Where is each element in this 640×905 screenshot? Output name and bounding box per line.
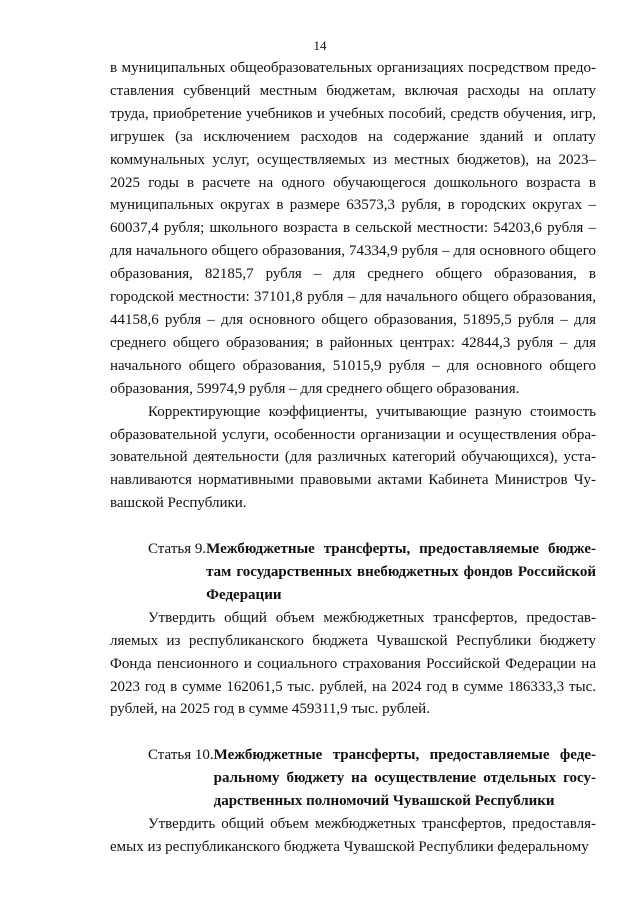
- article-9-title: Межбюджетные трансферты, предоставляемые бюджетам государственных внебюджетных фондов Российской Федерации: [206, 541, 596, 603]
- article-10-title: Межбюджетные трансферты, предоставляемые федеральному бюджету на осуществление отдельных государственных полномочий Чувашской Республики: [213, 747, 596, 810]
- paragraph-coefficients: Корректирующие коэффициенты, учитывающие разную стоимость образовательной услуги, особенности организации и осуществления образовательной деятельности (для различных категорий обучающихся), устанавливаются нормативными правовыми актами Кабинета Министров Чувашской Республики.: [110, 403, 596, 512]
- document-body: [110, 57, 596, 859]
- article-9-heading: [110, 538, 596, 607]
- page-number: 14: [313, 38, 327, 53]
- article-9-label: Статья 9.: [148, 541, 207, 558]
- article-10-label: Статья 10.: [148, 747, 214, 764]
- article-10-heading: [110, 744, 596, 813]
- paragraph-continuation: в муниципальных общеобразовательных организациях посредством предоставления субвенций местным бюджетам, включая расходы на оплату труда, приобретение учебников и учебных пособий, средств обучения, игр, игрушек (за исключением расходов на содержание зданий и оплату коммунальных услуг, осуществляемых из местных бюджетов), на 2023–2025 годы в расчете на одного обучающегося дошкольного возраста в муниципальных округах в размере 63573,3 рубля, в городских округах – 60037,4 рубля; школьного возраста в сельской местности: 54203,6 рубля – для начального общего образования, 74334,9 рубля – для основного общего образования, 82185,7 рубля – для среднего общего образования, в городской местности: 37101,8 рубля – для начального общего образования, 44158,6 рубля – для основного общего образования, 51895,5 рубля – для среднего общего образования; в районных центрах: 42844,3 рубля – для начального общего образования, 51015,9 рубля – для основного общего образования, 59974,9 рубля – для среднего общего образования.: [110, 60, 596, 397]
- article-9-text: Утвердить общий объем межбюджетных трансфертов, предоставляемых из республиканского бюджета Чувашской Республики бюджету Фонда пенсионного и социального страхования Российской Федерации на 2023 год в сумме 162061,5 тыс. рублей, на 2024 год в сумме 186333,3 тыс. рублей, на 2025 год в сумме 459311,9 тыс. рублей.: [110, 609, 596, 718]
- article-10-text: Утвердить общий объем межбюджетных трансфертов, предоставляемых из республиканского бюджета Чувашской Республики федеральному: [110, 816, 596, 855]
